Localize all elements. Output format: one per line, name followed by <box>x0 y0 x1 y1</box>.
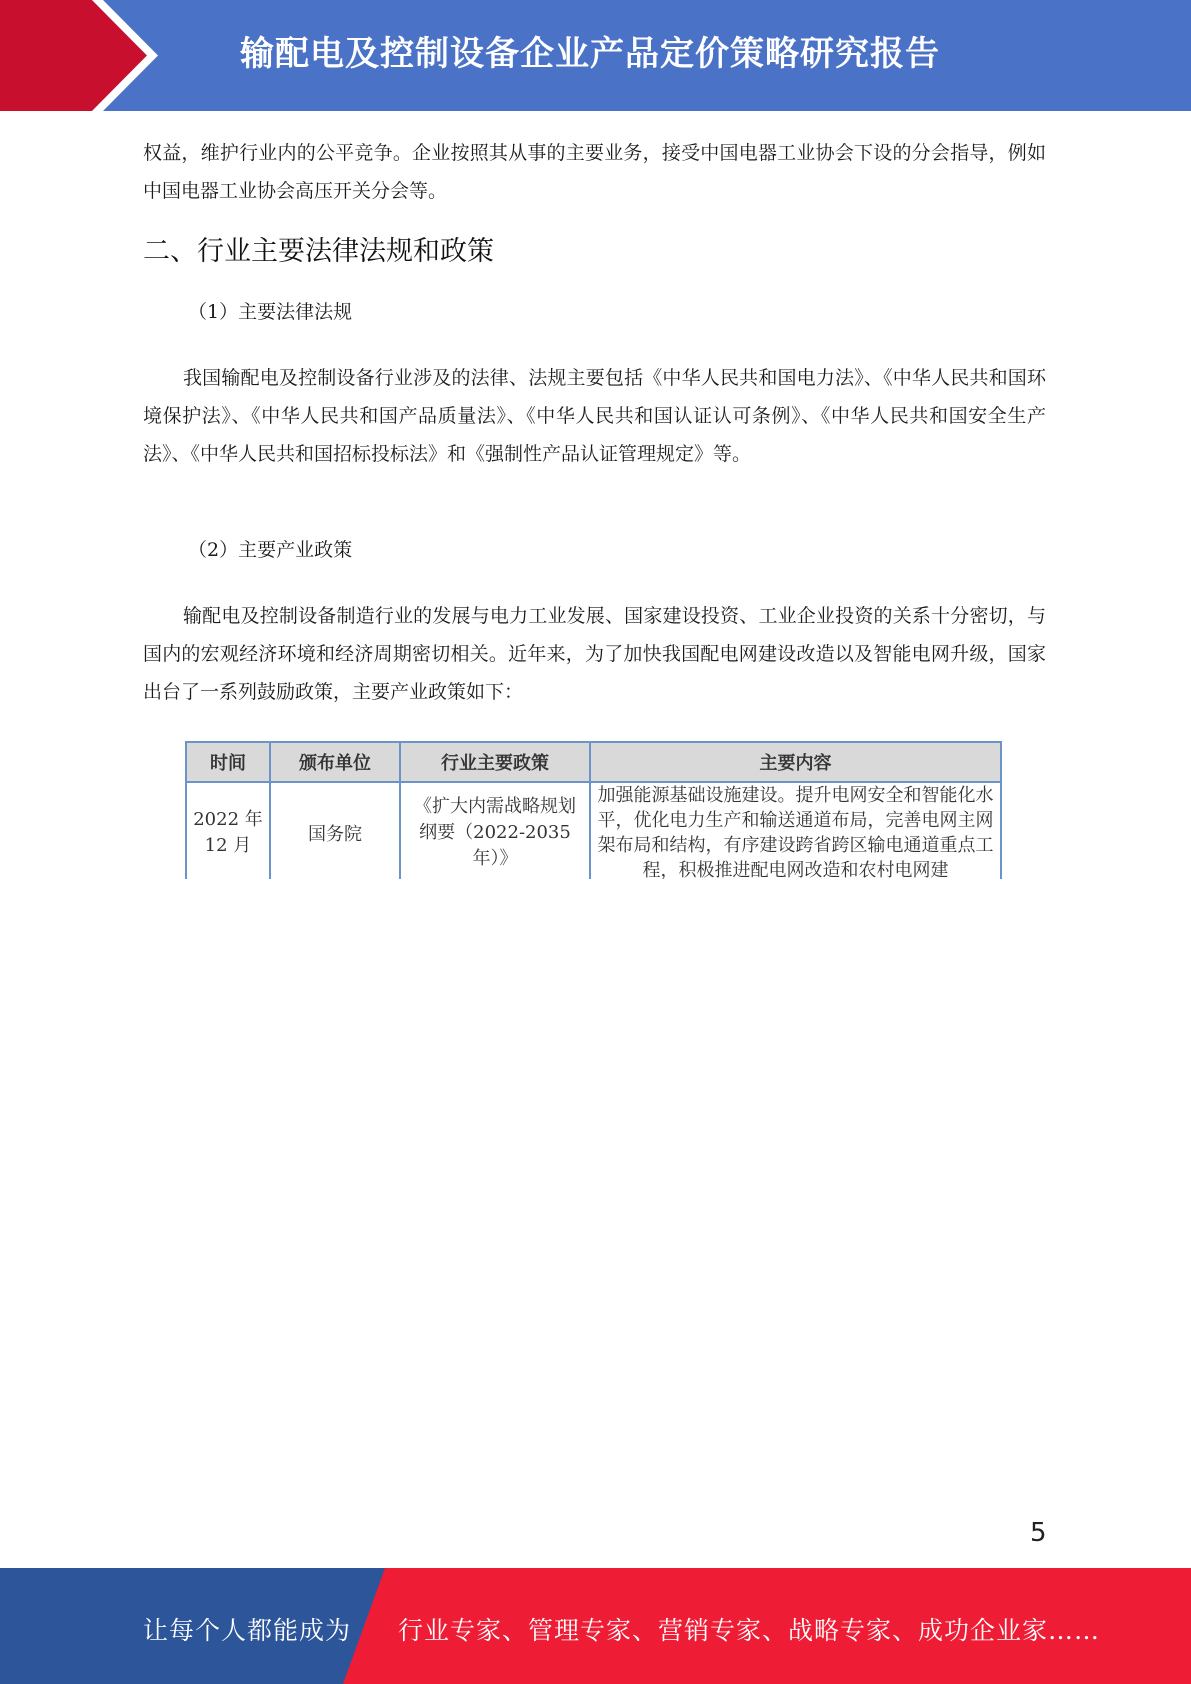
subheading-policies: （2）主要产业政策 <box>188 539 353 561</box>
header-issuer: 颁布单位 <box>270 742 400 782</box>
report-title: 输配电及控制设备企业产品定价策略研究报告 <box>240 34 940 74</box>
header-arrow-decoration <box>0 0 180 111</box>
footer-slogan-right: 行业专家、管理专家、营销专家、战略专家、成功企业家…… <box>398 1616 1101 1645</box>
subheading-laws: （1）主要法律法规 <box>188 301 353 323</box>
table-row <box>186 782 1001 879</box>
header-policy: 行业主要政策 <box>400 742 590 782</box>
table-header-row <box>186 742 1001 782</box>
header-time: 时间 <box>186 742 270 782</box>
page-footer <box>0 1568 1191 1684</box>
policy-paragraph: 输配电及控制设备制造行业的发展与电力工业发展、国家建设投资、工业企业投资的关系十分密切，与国内的宏观经济环境和经济周期密切相关。近年来，为了加快我国配电网建设改造以及智能电网升级，国家出台了一系列鼓励政策，主要产业政策如下： <box>143 605 1046 703</box>
page-header <box>0 0 1191 111</box>
intro-paragraph: 权益，维护行业内的公平竞争。企业按照其从事的主要业务，接受中国电器工业协会下设的分会指导，例如中国电器工业协会高压开关分会等。 <box>143 142 1046 202</box>
page-number: 5 <box>1030 1518 1047 1548</box>
cell-content: 加强能源基础设施建设。提升电网安全和智能化水平，优化电力生产和输送通道布局，完善电网主网架布局和结构，有序建设跨省跨区输电通道重点工程，积极推进配电网改造和农村电网建 <box>590 782 1001 879</box>
laws-paragraph: 我国输配电及控制设备行业涉及的法律、法规主要包括《中华人民共和国电力法》、《中华人民共和国环境保护法》、《中华人民共和国产品质量法》、《中华人民共和国认证认可条例》、《中华人民共和国安全生产法》、《中华人民共和国招标投标法》和《强制性产品认证管理规定》等。 <box>143 367 1046 465</box>
cell-time: 2022 年 12 月 <box>186 782 270 879</box>
header-content: 主要内容 <box>590 742 1001 782</box>
policy-table <box>185 741 1002 879</box>
cell-policy: 《扩大内需战略规划纲要（2022-2035 年）》 <box>400 782 590 879</box>
policy-table-wrapper <box>185 741 1004 879</box>
section-heading: 二、行业主要法律法规和政策 <box>143 236 494 267</box>
footer-slogan-left: 让每个人都能成为 <box>143 1616 352 1645</box>
cell-issuer: 国务院 <box>270 782 400 879</box>
